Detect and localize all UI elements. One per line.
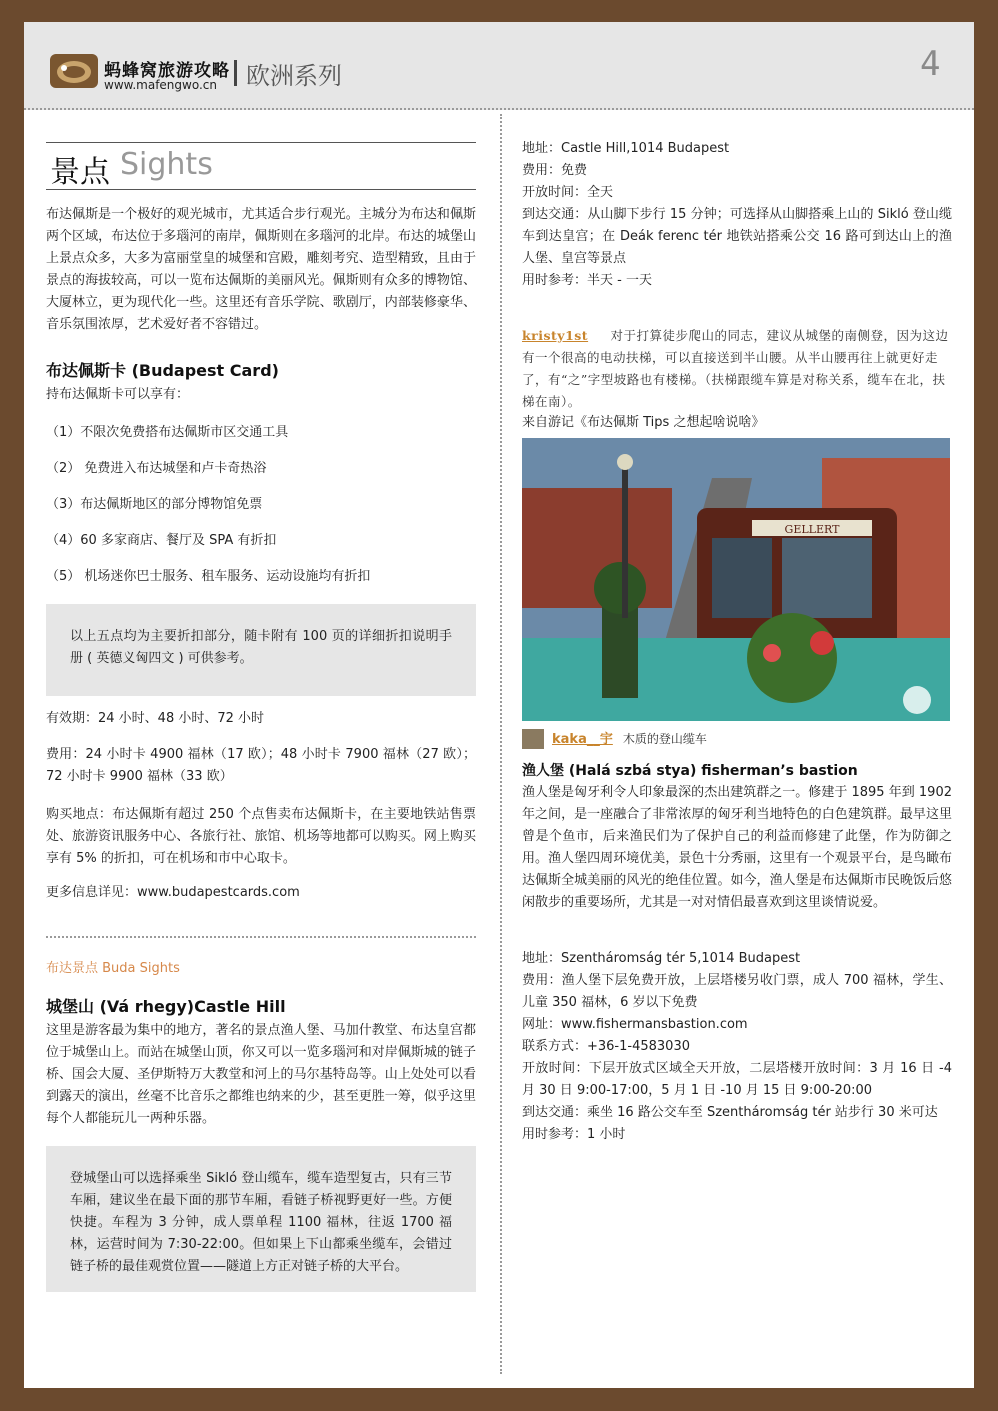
castle-address: 地址：Castle Hill,1014 Budapest	[522, 141, 730, 156]
tip-source: 来自游记《布达佩斯 Tips 之想起啥说啥》	[522, 415, 765, 430]
column-divider	[500, 114, 502, 1374]
section-title-en: Sights	[120, 147, 213, 182]
tip-comment	[522, 312, 952, 425]
list-item: （2） 免费进入布达城堡和卢卡奇热浴	[46, 461, 267, 476]
card-more-info: 更多信息详见：www.budapestcards.com	[46, 885, 300, 900]
section-title-cn: 景点	[50, 155, 110, 190]
castle-duration: 用时参考：半天 - 一天	[522, 273, 652, 288]
mafengwo-logo-icon	[50, 54, 98, 88]
card-heading: 布达佩斯卡 (Budapest Card)	[46, 361, 279, 380]
castle-transport: 到达交通：从山脚下步行 15 分钟；可选择从山脚搭乘上山的 Sikló 登山缆车到达皇宫；在 Deák ferenc tér 地铁站搭乘公交 16 路可到达山上的渔人堡、皇宫等景点	[522, 207, 952, 266]
list-item: （4）60 多家商店、餐厅及 SPA 有折扣	[46, 533, 277, 548]
card-purchase: 购买地点：布达佩斯有超过 250 个点售卖布达佩斯卡，在主要地铁站售票处、旅游资讯服务中心、各旅行社、旅馆、机场等地都可以购买。网上购买享有 5% 的折扣，可在机场和市中心取卡。	[46, 807, 476, 866]
funicular-photo	[522, 438, 950, 721]
fisherman-info	[522, 948, 952, 1146]
photo-caption	[522, 728, 952, 750]
fisherman-hours: 开放时间：下层开放式区域全天开放，二层塔楼开放时间：3 月 16 日 -4 月 30 日 9:00-17:00，5 月 1 日 -10 月 15 日 9:00-20:00	[522, 1061, 952, 1098]
fisherman-contact: 联系方式：+36-1-4583030	[522, 1039, 690, 1054]
card-note-box: 以上五点均为主要折扣部分，随卡附有 100 页的详细折扣说明手册 ( 英德义匈四文 ) 可供参考。	[46, 604, 476, 696]
funicular-note-box: 登城堡山可以选择乘坐 Sikló 登山缆车，缆车造型复古，只有三节车厢，建议坐在最下面的那节车厢，看链子桥视野更好一些。方便快捷。车程为 3 分钟，成人票单程 1100 福林，往返 1700 福林，运营时间为 7:30-22:00。但如果上下山都乘坐缆车，会错过链子桥的最佳观赏位置——隧道上方正对链子桥的大平台。	[46, 1146, 476, 1292]
fisherman-desc: 渔人堡是匈牙利令人印象最深的杰出建筑群之一。修建于 1895 年到 1902 年之间，是一座融合了非常浓厚的匈牙利当地特色的白色建筑群。最早这里曾是个鱼市，后来渔民们为了保护自己的利益而修建了此堡，作为防御之用。渔人堡四周环境优美，景色十分秀丽，这里有一个观景平台，是鸟瞰布达佩斯全城美丽的风光的绝佳位置。如今，渔人堡是布达佩斯市民晚饭后悠闲散步的重要场所，尤其是一对对情侣最喜欢到这里谈情说爱。	[522, 785, 952, 910]
fisherman-title: 渔人堡 (Halá szbá stya) fisherman’s bastion	[522, 763, 858, 779]
buda-subheading: 布达景点 Buda Sights	[46, 961, 180, 976]
logo-url: www.mafengwo.cn	[104, 78, 217, 92]
fisherman-website: 网址：www.fishermansbastion.com	[522, 1017, 748, 1032]
avatar	[522, 729, 544, 749]
castle-hours: 开放时间：全天	[522, 185, 614, 200]
castle-info	[522, 138, 952, 292]
tip-user-link[interactable]: kristy1st	[522, 327, 589, 343]
section-title	[46, 142, 476, 190]
list-item: （5） 机场迷你巴士服务、租车服务、运动设施均有折扣	[46, 569, 371, 584]
page	[24, 22, 974, 1388]
castle-fee: 费用：免费	[522, 163, 588, 178]
page-number: 4	[920, 44, 941, 84]
fisherman-fee: 费用：渔人堡下层免费开放，上层塔楼另收门票，成人 700 福林，学生、儿童 350 福林，6 岁以下免费	[522, 973, 952, 1010]
fisherman-address: 地址：Szentháromság tér 5,1014 Budapest	[522, 951, 801, 966]
card-lead: 持布达佩斯卡可以享有：	[46, 387, 190, 402]
tip-text: 对于打算徒步爬山的同志，建议从城堡的南侧登，因为这边有一个很高的电动扶梯，可以直接送到半山腰。从半山腰再往上就更好走了，有“之”字型坡路也有楼梯。（扶梯跟缆车算是对称关系，缆车在北，扶梯在南）。	[522, 327, 949, 409]
card-fees: 费用：24 小时卡 4900 福林（17 欧）；48 小时卡 7900 福林（27 欧）；72 小时卡 9900 福林（33 欧）	[46, 747, 476, 784]
list-item: （3）布达佩斯地区的部分博物馆免票	[46, 497, 263, 512]
page-header	[24, 22, 974, 110]
logo-name: 蚂蜂窝旅游攻略	[104, 61, 230, 81]
fisherman-transport: 到达交通：乘坐 16 路公交车至 Szentháromság tér 站步行 30 米可达	[522, 1105, 938, 1120]
card-validity: 有效期：24 小时、48 小时、72 小时	[46, 711, 265, 726]
section-divider	[46, 936, 476, 938]
intro-paragraph: 布达佩斯是一个极好的观光城市，尤其适合步行观光。主城分为布达和佩斯两个区域，布达位于多瑙河的南岸，佩斯则在多瑙河的北岸。布达的城堡山上景点众多，大多为富丽堂皇的城堡和宫殿，雕刻考究、造型精致，且由于景点的海拔较高，可以一览布达佩斯的美丽风光。佩斯则有众多的博物馆、大厦林立，更为现代化一些。这里还有音乐学院、歌剧厅，内部装修豪华、音乐氛围浓厚，艺术爱好者不容错过。	[46, 207, 476, 332]
list-item: （1）不限次免费搭布达佩斯市区交通工具	[46, 425, 289, 440]
series-title: 欧洲系列	[246, 62, 342, 90]
castle-hill-desc: 这里是游客最为集中的地方，著名的景点渔人堡、马加什教堂、布达皇宫都位于城堡山上。而站在城堡山顶，你又可以一览多瑙河和对岸佩斯城的链子桥、国会大厦、圣伊斯特万大教堂和河上的马尔基特岛等。山上处处可以看到露天的演出，丝毫不比音乐之都维也纳来的少，甚至更胜一筹，似乎这里每个人都能玩儿一两种乐器。	[46, 1023, 476, 1126]
header-separator	[234, 60, 237, 86]
photo-credit-user[interactable]: kaka__宇	[552, 732, 613, 747]
castle-hill-title: 城堡山 (Vá rhegy)Castle Hill	[46, 997, 286, 1016]
photo-caption-text: 木质的登山缆车	[622, 732, 707, 746]
gellert-sign: GELLERT	[784, 523, 840, 536]
fisherman-duration: 用时参考：1 小时	[522, 1127, 626, 1142]
